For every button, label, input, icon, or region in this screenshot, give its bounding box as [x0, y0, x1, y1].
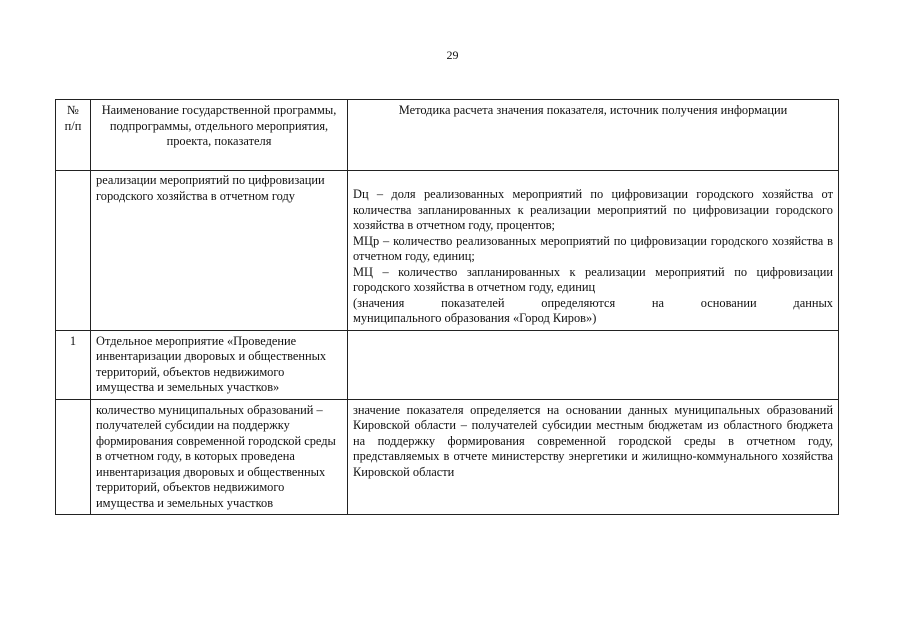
- method-paragraph: МЦ – количество запланированных к реализации мероприятий по цифровизации городского хозяйства в отчетном году, единиц: [353, 264, 833, 294]
- row-method: [348, 171, 839, 331]
- method-paragraph: значение показателя определяется на основании данных муниципальных образований Кировской области – получателей субсидии местным бюджетам из областного бюджета на поддержку формирования современной городской среды в отчетном году, представляемых в отчете министерству энергетики и жилищно-коммунального хозяйства Кировской области: [353, 402, 833, 479]
- table-row: [56, 171, 839, 331]
- row-method: [348, 330, 839, 399]
- indicator-table: [55, 99, 839, 515]
- row-name: реализации мероприятий по цифровизации городского хозяйства в отчетном году: [91, 171, 348, 331]
- header-num: № п/п: [56, 100, 91, 171]
- row-num: [56, 399, 91, 515]
- table-row: [56, 399, 839, 515]
- table-row: [56, 330, 839, 399]
- method-paragraph: МЦр – количество реализованных мероприятий по цифровизации городского хозяйства в отчетном году, единиц;: [353, 233, 833, 263]
- row-method: [348, 399, 839, 515]
- table-header-row: [56, 100, 839, 171]
- header-method: Методика расчета значения показателя, источник получения информации: [348, 100, 839, 171]
- row-num: 1: [56, 330, 91, 399]
- header-name: Наименование государственной программы, подпрограммы, отдельного мероприятия, проекта, показателя: [91, 100, 348, 171]
- page-number: 29: [446, 48, 459, 62]
- row-num: [56, 171, 91, 331]
- method-paragraph: (значения показателей определяются на основании данных: [353, 295, 833, 310]
- method-paragraph: Dц – доля реализованных мероприятий по цифровизации городского хозяйства от количества запланированных к реализации мероприятий по цифровизации городского хозяйства в отчетном году, процентов;: [353, 187, 833, 232]
- method-paragraph: муниципального образования «Город Киров»): [353, 311, 597, 325]
- row-name: Отдельное мероприятие «Проведение инвентаризации дворовых и общественных территорий, объектов недвижимого имущества и земельных участков»: [91, 330, 348, 399]
- row-name: количество муниципальных образований – получателей субсидии на поддержку формирования современной городской среды в отчетном году, в которых проведена инвентаризация дворовых и общественных территорий, объектов недвижимого имущества и земельных участков: [91, 399, 348, 515]
